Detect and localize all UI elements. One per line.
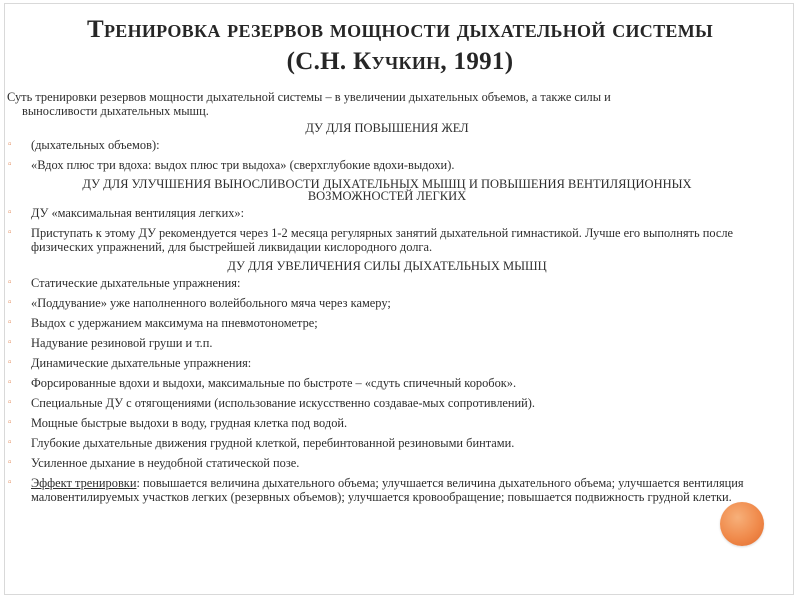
slide-content (7, 90, 767, 510)
list-item (7, 336, 767, 350)
list-item-text: ДУ «максимальная вентиляция легких»: (31, 206, 245, 220)
list-item-text: Усиленное дыхание в неудобной статической позе. (31, 456, 300, 470)
list-item (7, 416, 767, 430)
bullet-square-icon: ▫ (8, 159, 12, 170)
list-item (7, 158, 767, 172)
list-item-text: Форсированные вдохи и выдохи, максимальные по быстроте – «сдуть спичечный коробок». (31, 376, 517, 390)
bullet-square-icon: ▫ (8, 207, 12, 218)
list-item (7, 436, 767, 450)
bullet-square-icon: ▫ (8, 277, 12, 288)
list-item-text: Выдох с удержанием максимума на пневмотонометре; (31, 316, 318, 330)
bullet-square-icon: ▫ (8, 337, 12, 348)
bullet-square-icon: ▫ (8, 377, 12, 388)
bullet-square-icon: ▫ (8, 227, 12, 238)
intro-paragraph (7, 90, 767, 118)
list-item-text: Статические дыхательные упражнения: (31, 276, 241, 290)
list-item (7, 456, 767, 470)
title-line-2: (С.Н. Кучкин, 1991) (286, 48, 514, 75)
list-item (7, 206, 767, 220)
section-heading-endurance-line-2: ВОЗМОЖНОСТЕЙ ЛЕГКИХ (307, 189, 467, 203)
title-line-1: Тренировка резервов мощности дыхательной системы (87, 16, 713, 43)
intro-line-2: выносливости дыхательных мышц. (22, 104, 209, 118)
bullet-square-icon: ▫ (8, 297, 12, 308)
section-heading-endurance-line-1: ДУ ДЛЯ УЛУЧШЕНИЯ ВЫНОСЛИВОСТИ ДЫХАТЕЛЬНЫХ МЫШЦ И ПОВЫШЕНИЯ ВЕНТИЛЯЦИОННЫХ (82, 177, 692, 191)
bullet-square-icon: ▫ (8, 437, 12, 448)
effect-label: Эффект тренировки (31, 476, 137, 490)
intro-line-1: Суть тренировки резервов мощности дыхательной системы – в увеличении дыхательных объемов, а также силы и (7, 90, 611, 104)
section-list-jel (7, 138, 767, 172)
list-item-text: «Поддувание» уже наполненного волейбольного мяча через камеру; (31, 296, 391, 310)
section-list-strength (7, 276, 767, 504)
list-item-text: «Вдох плюс три вдоха: выдох плюс три выдоха» (сверхглубокие вдохи-выдохи). (31, 158, 455, 172)
bullet-square-icon: ▫ (8, 317, 12, 328)
list-item-text: Глубокие дыхательные движения грудной клеткой, перебинтованной резиновыми бинтами. (31, 436, 515, 450)
list-item-text: Мощные быстрые выдохи в воду, грудная клетка под водой. (31, 416, 348, 430)
bullet-square-icon: ▫ (8, 357, 12, 368)
effect-text: : повышается величина дыхательного объема; улучшается величина дыхательного объема; улучшается вентиляция маловентилируемых участков легких (резервных объемов); улучшается кровообращение; повышается подвижность грудной клетки. (31, 476, 744, 504)
section-list-endurance (7, 206, 767, 254)
section-heading-jel: ДУ ДЛЯ ПОВЫШЕНИЯ ЖЕЛ (305, 121, 469, 135)
bullet-square-icon: ▫ (8, 397, 12, 408)
list-item-text: (дыхательных объемов): (31, 138, 160, 152)
list-item (7, 296, 767, 310)
list-item (7, 396, 767, 410)
orange-circle-icon (720, 502, 764, 546)
effect-item (7, 476, 767, 504)
bullet-square-icon: ▫ (8, 417, 12, 428)
section-heading-endurance (7, 178, 767, 202)
list-item (7, 138, 767, 152)
list-item (7, 356, 767, 370)
list-item-text: Специальные ДУ с отягощениями (использование искусственно создавае-мых сопротивлений). (31, 396, 536, 410)
list-item-text: Динамические дыхательные упражнения: (31, 356, 252, 370)
list-item (7, 226, 767, 254)
page-title (0, 14, 800, 78)
list-item-text: Надувание резиновой груши и т.п. (31, 336, 213, 350)
list-item (7, 276, 767, 290)
section-heading-strength: ДУ ДЛЯ УВЕЛИЧЕНИЯ СИЛЫ ДЫХАТЕЛЬНЫХ МЫШЦ (227, 259, 547, 273)
bullet-square-icon: ▫ (8, 139, 12, 150)
bullet-square-icon: ▫ (8, 457, 12, 468)
bullet-square-icon: ▫ (8, 477, 12, 488)
list-item (7, 316, 767, 330)
list-item (7, 376, 767, 390)
list-item-text: Приступать к этому ДУ рекомендуется через 1-2 месяца регулярных занятий дыхательной гимнастикой. Лучше его выполнять после физических упражнений, для быстрейшей ликвидации кислородного долга. (31, 226, 734, 254)
